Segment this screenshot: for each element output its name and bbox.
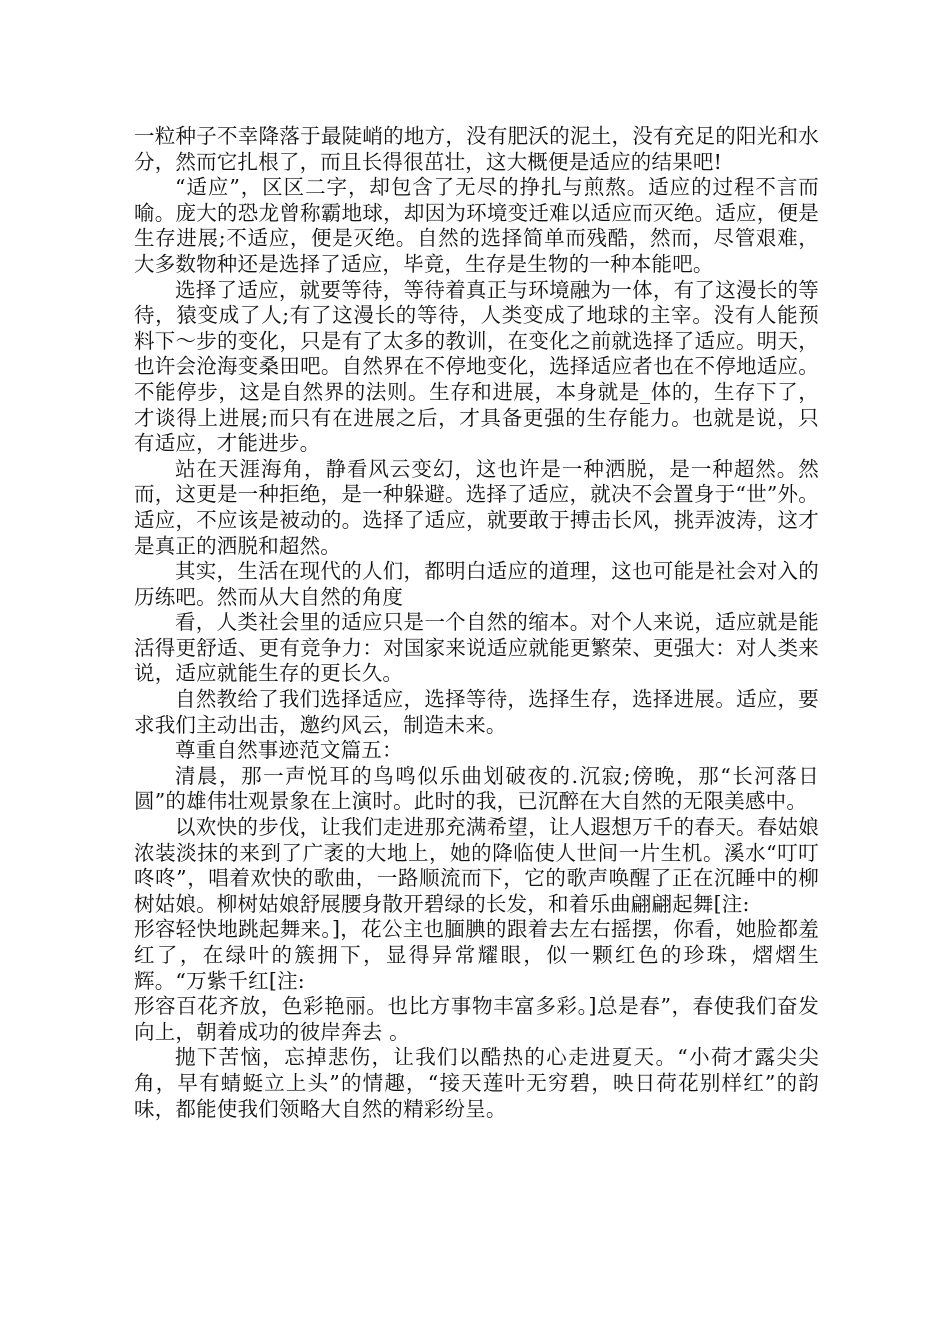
paragraph-waiting: 选择了适应，就要等待，等待着真正与环境融为一体，有了这漫长的等待，猿变成了人;有了这漫长的等待，人类变成了地球的主宰。没有人能预料下～步的变化，只是有了太多的教训，在变化之前就选择了适应。明天，也许会沧海变桑田吧。自然界在不停地变化，选择适应者也在不停地适应。不能停步，这是自然界的法则。生存和进展，本身就是_体的，生存下了，才谈得上进展;而只有在进展之后，才具备更强的生存能力。也就是说，只有适应，才能进步。 bbox=[134, 277, 819, 456]
paragraph-morning: 清晨，那一声悦耳的鸟鸣似乐曲划破夜的.沉寂;傍晚，那“长河落日圆”的雄伟壮观景象在上演时。此时的我，已沉醉在大自然的无限美感中。 bbox=[134, 763, 819, 814]
paragraph-spring: 以欢快的步伐，让我们走进那充满希望，让人遐想万千的春天。春姑娘浓装淡抹的来到了广袤的大地上，她的降临使人世间一片生机。溪水“叮叮咚咚”，唱着欢快的歌曲，一路顺流而下，它的歌声唤醒了正在沉睡中的柳树姑娘。柳树姑娘舒展腰身散开碧绿的长发，和着乐曲翩翩起舞[注: bbox=[134, 815, 819, 916]
paragraph-summer: 抛下苦恼，忘掉悲伤，让我们以酷热的心走进夏天。“小荷才露尖尖角，早有蜻蜓立上头”的情趣，“接天莲叶无穷碧，映日荷花别样红”的韵味，都能使我们领略大自然的精彩纷呈。 bbox=[134, 1045, 819, 1121]
paragraph-modern-people: 其实，生活在现代的人们，都明白适应的道理，这也可能是社会对入的历练吧。然而从大自然的角度 bbox=[134, 559, 819, 609]
section-heading: 尊重自然事迹范文篇五： bbox=[175, 738, 403, 763]
paragraph-nature-teaches: 自然教给了我们选择适应，选择等待，选择生存，选择进展。适应，要求我们主动出击，邀约风云，制造未来。 bbox=[134, 687, 819, 737]
paragraph-society: 看，人类社会里的适应只是一个自然的缩本。对个人来说，适应就是能活得更舒适、更有竞争力：对国家来说适应就能更繁荣、更强大：对人类来说，适应就能生存的更长久。 bbox=[134, 610, 819, 686]
paragraph-flowers-note: 形容百花齐放，色彩艳丽。也比方事物丰富多彩。]总是春”，春使我们奋发向上，朝着成功的彼岸奔去 。 bbox=[134, 994, 819, 1044]
paragraph-seed: 一粒种子不幸降落于最陡峭的地方，没有肥沃的泥土，没有充足的阳光和水分，然而它扎根了，而且长得很茁壮，这大概便是适应的结果吧! bbox=[134, 124, 819, 174]
paragraph-horizon: 站在天涯海角，静看风云变幻，这也许是一种洒脱，是一种超然。然而，这更是一种拒绝，是一种躲避。选择了适应，就决不会置身于“世”外。适应，不应该是被动的。选择了适应，就要敢于搏击长风，挑弄波涛，这才是真正的洒脱和超然。 bbox=[134, 456, 819, 558]
document-page bbox=[134, 124, 819, 1122]
paragraph-adaptation: “适应”，区区二字，却包含了无尽的挣扎与煎熬。适应的过程不言而喻。庞大的恐龙曾称霸地球，却因为环境变迁难以适应而灭绝。适应，便是生存进展;不适应，便是灭绝。自然的选择简单而残酷，然而，尽管艰难，大多数物种还是选择了适应，毕竟，生存是生物的一种本能吧。 bbox=[134, 175, 819, 276]
paragraph-dance-note: 形容轻快地跳起舞来。]，花公主也腼腆的跟着去左右摇摆，你看，她脸都羞红了，在绿叶的簇拥下，显得异常耀眼，似一颗红色的珍珠，熠熠生辉。“万紫千红[注: bbox=[134, 917, 819, 993]
